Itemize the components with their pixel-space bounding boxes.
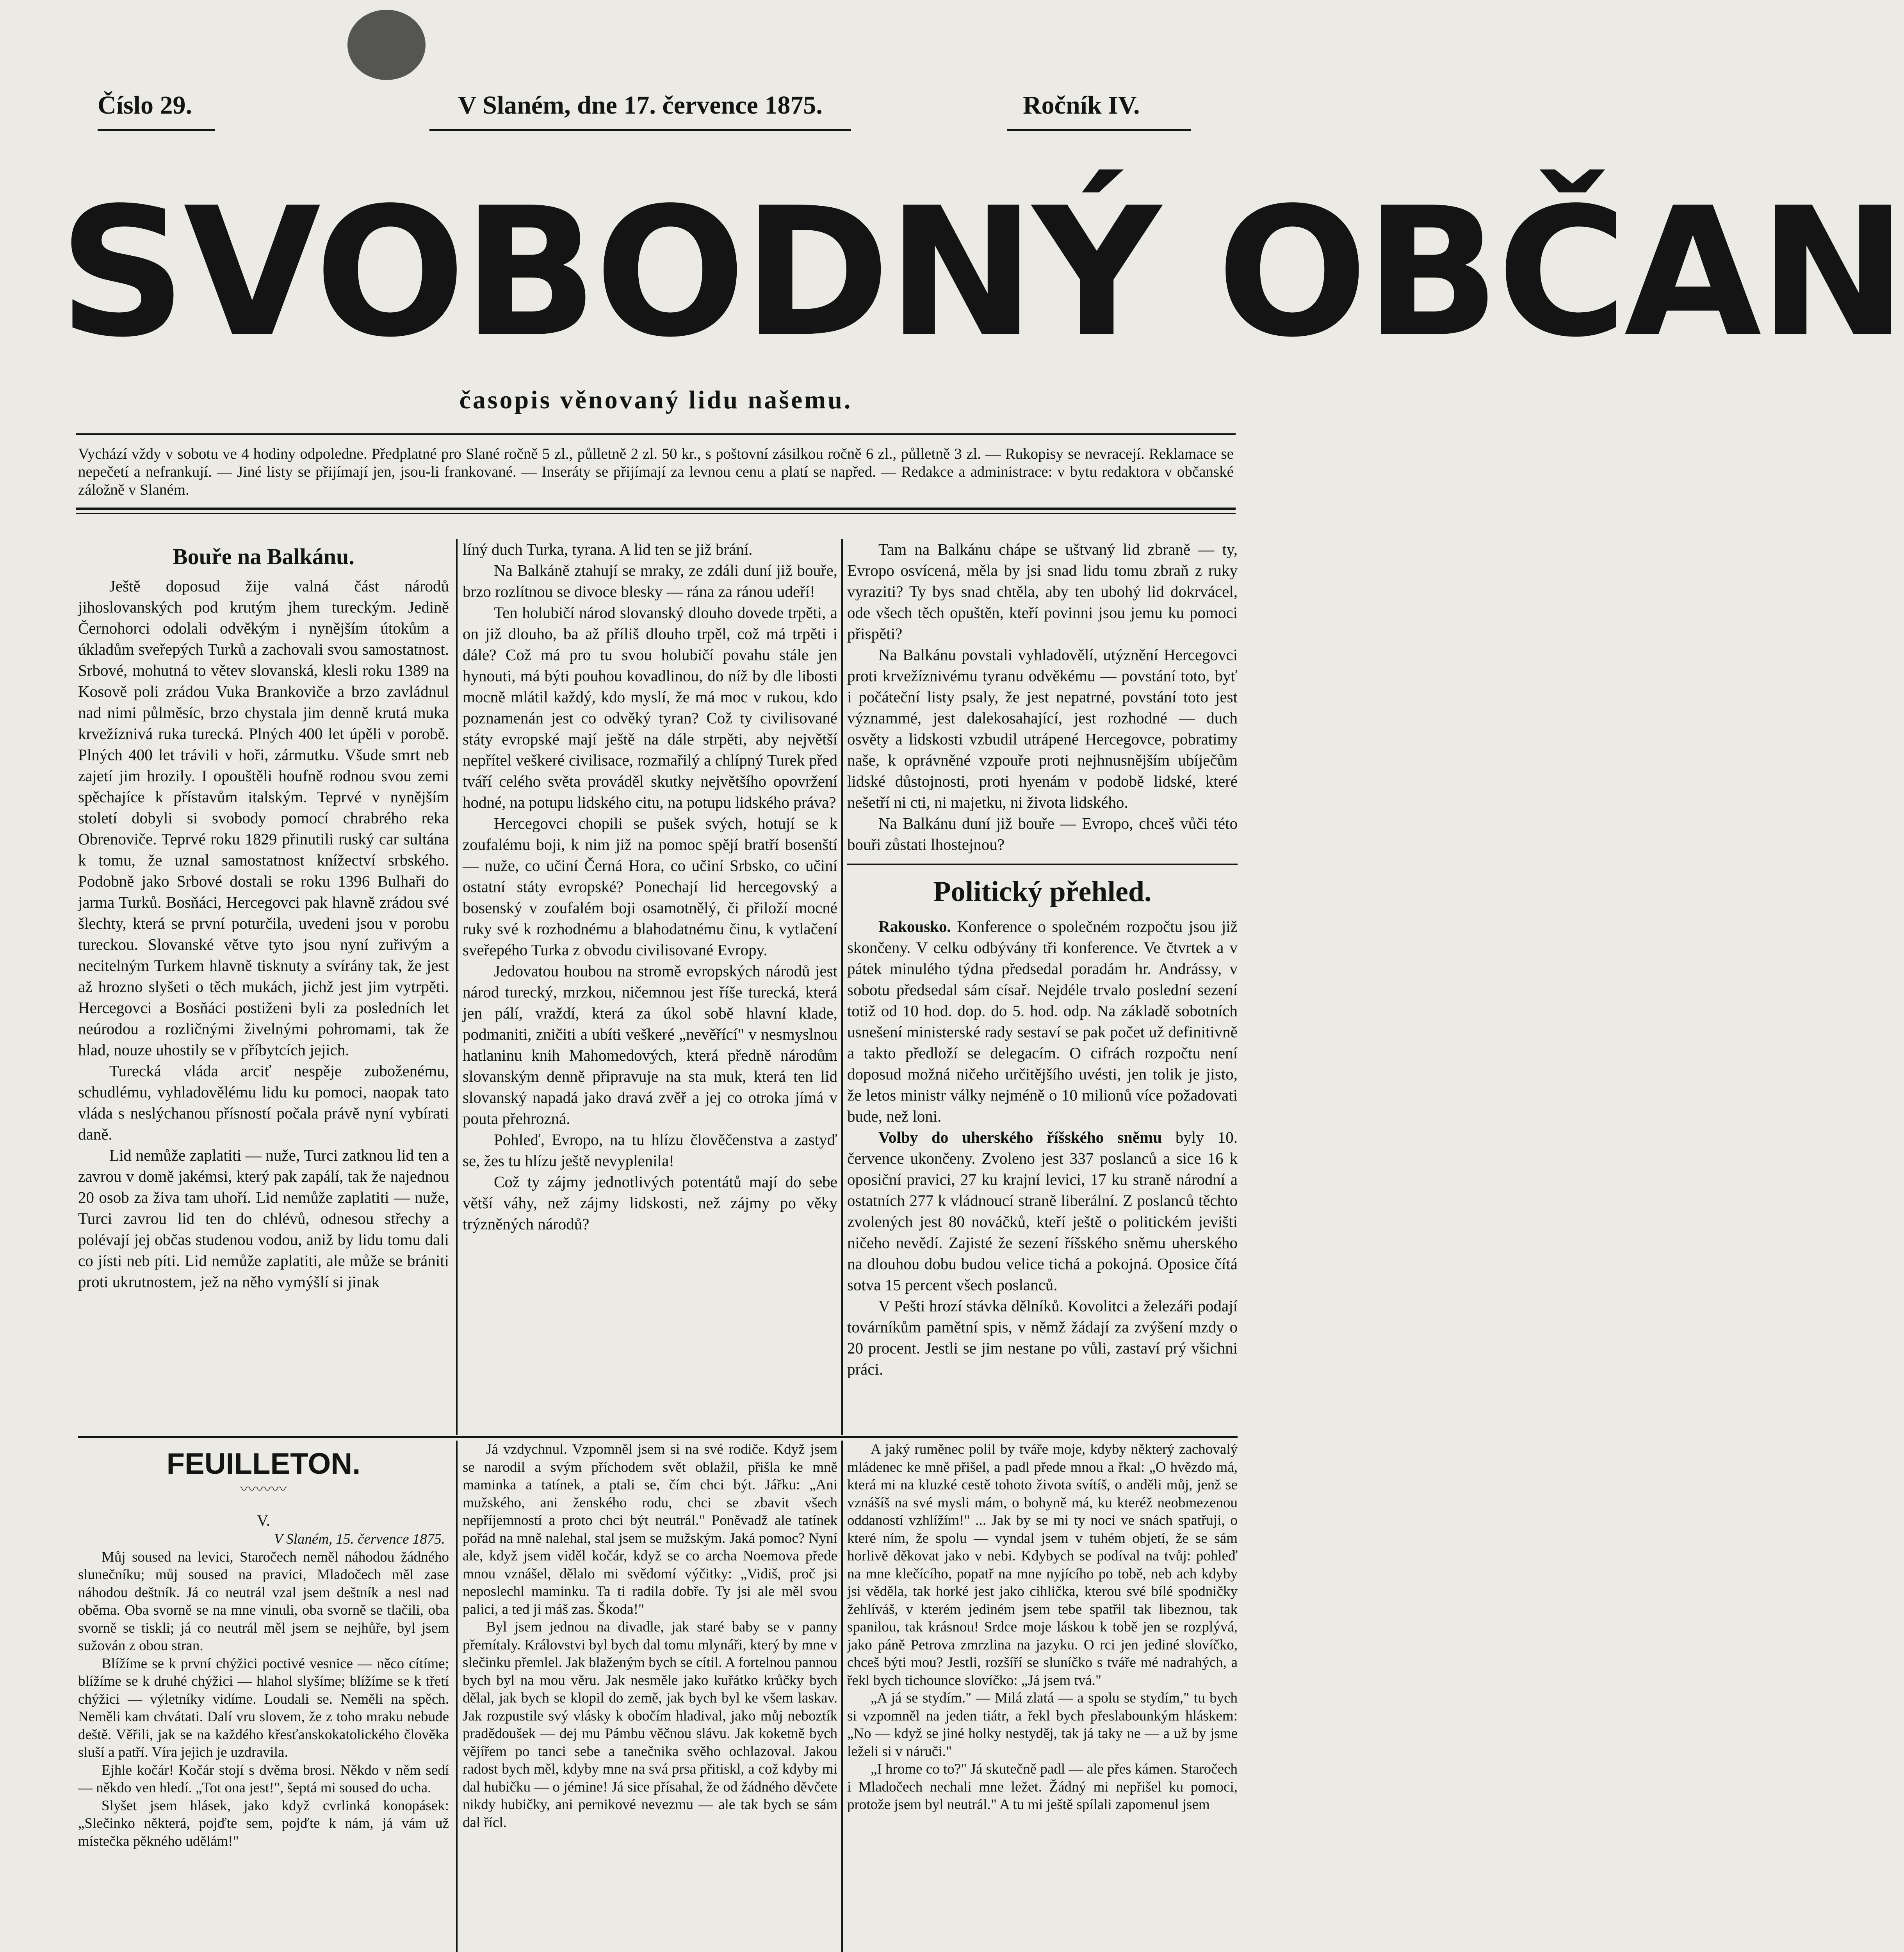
article-paragraph: Pohleď, Evropo, na tu hlízu člověčenstva a zastyď se, žes tu hlízu ještě nevyplenila! (463, 1131, 837, 1170)
article-column-1 (78, 539, 449, 1433)
library-stamp (347, 10, 426, 80)
notice-rule-thin (76, 513, 1236, 514)
issue-date: V Slaném, dne 17. července 1875. (458, 91, 823, 119)
article-paragraph: Tam na Balkánu chápe se uštvaný lid zbraně — ty, Evropo osvícená, měla by jsi snad lidu tomu zbraň z ruky vyraziti? Ty bys snad chtěla, aby ten ubohý lid dokrvácel, ode všech těch opuštěn, kteří povinni jsou jemu ku pomoci přispěti? (847, 540, 1238, 643)
article-paragraph: líný duch Turka, tyrana. A lid ten se již brání. (463, 540, 753, 558)
article-paragraph: Na Balkánu povstali vyhladovělí, utýznění Hercegovci proti krvežíznivému tyranu odvěkému — povstání toto, byť i počáteční listy psaly, že jest nepatrné, povstání toto jest význammé, jest dalekosahající, jest rozhodné — duch osvěty a lidskosti vzbudil utrápené Hercegovce, pobratimy naše, k oprávněné vzpouře proti nejhnusnějším ubíječům lidské důstojnosti, proti hyenám v podobě lidské, které nešetří ni cti, ni majetku, ni života lidského. (847, 646, 1238, 811)
volume-number: Ročník IV. (1023, 91, 1140, 119)
article-column-3 (847, 539, 1238, 1433)
article-title: Bouře na Balkánu. (173, 544, 354, 569)
subscription-notice: Vychází vždy v sobotu ve 4 hodiny odpoledne. Předplatné pro Slané ročně 5 zl., půlletně 2 zl. 50 kr., s poštovní zásilkou ročně 6 zl., půlletně 3 zl. — Rukopisy se nevracejí. Reklamace se nepečetí a nefrankují. — Jiné listy se přijímají jen, jsou-li frankované. — Inseráty se přijímají za levnou cenu a platí se napřed. — Redakce a administrace: v bytu redaktora v občanské záložně v Slaném. (78, 445, 1234, 498)
masthead-rule (76, 433, 1236, 435)
header-underline-left (98, 129, 215, 131)
article-paragraph: Na Balkánu duní již bouře — Evropo, chceš vůči této bouři zůstati lhostejnou? (847, 814, 1238, 853)
article-paragraph: byly 10. července ukončeny. Zvoleno jest 337 poslanců a sice 16 k oposiční pravici, 27 ku krajní levici, 17 ku straně národní a ostatních 277 k vládnoucí straně liberální. Z poslanců těchto zvolených jest 80 nováčků, kteří ještě o politickém jevišti ničeho nevědí. Zajisté že sezení říšského sněmu uherského na dlouhou dobu budou velice tichá a pokojná. Oposice čítá sotva 15 percent všech poslanců. (847, 1128, 1238, 1294)
column-divider (456, 1441, 458, 1952)
feuilleton-paragraph: Blížíme se k první chýžici poctivé vesnice — něco cítíme; blížíme se k druhé chýžici — hlahol slyšíme; blížíme se k třetí chýžici — výletníky vidíme. Loudali se. Neměli na spěch. Neměli kam chvátati. Dalí vru slovem, že z toho mraku nebude deště. Věřili, jak se na každého křesťanskokatolického člověka sluší a patří. Víra jejich je uzdravila. (78, 1655, 449, 1760)
article-paragraph: Konference o společném rozpočtu jsou již skončeny. V celku odbývány tři konference. Ve čtvrtek a v pátek minulého týdna předsedal poradám hr. Andrássy, v sobotu předsedal sám císař. Nejdéle trvalo poslední sezení totiž od 10 hod. dop. do 5. hod. odp. Na základě sobotních usnešení ministerské rady sestaví se pak počet už definitivně a takto předloží se delegacím. O cifrách rozpočtu není doposud možná ničeho určitějšího uvésti, jen tolik je jisto, že letos ministr války nejméně o 10 milionů více požadovati bude, než loni. (847, 917, 1238, 1125)
section-label-volby: Volby do uherského říšského sněmu (878, 1128, 1162, 1146)
feuilleton-part-number: V. (257, 1512, 270, 1529)
feuilleton-paragraph: Můj soused na levici, Staročech neměl náhodou žádného slunečníku; můj soused na pravici, Mladočech měl zase náhodou deštník. Já co neutrál vzal jsem deštník a nesl nad oběma. Oba svorně se na mne vinuli, oba svorně se tlačili, oba svorně se tiskli; já co neutrál měl jsem se nejhůře, byl jsem sužován z obou stran. (78, 1549, 449, 1654)
political-review-title: Politický přehled. (933, 876, 1152, 908)
article-paragraph: Jedovatou houbou na stromě evropských národů jest národ turecký, mrzkou, ničemnou jest říše turecká, která jen pálí, vraždí, která za úkol sobě hlavní klade, podmaniti, zničiti a ubíti veškeré „nevěřící" v nesmyslnou hatlaninu knih Mahomedových, která předně národům slovanským denně připravuje na sta muk, která ten lid slovanský napadá jako dravá zvěř a jej co otroka jímá v pouta přehrozná. (463, 962, 837, 1127)
column-divider (456, 539, 458, 1435)
feuilleton-paragraph: Byl jsem jednou na divadle, jak staré baby se v panny přemítaly. Královstvi byl bych dal tomu mlynáři, který by mne v slečinku přemlel. Jak blaženým bych se cítil. A fortelnou pannou bych byl na mou věru. Jak nesměle jako kuřátko krůčky bych dělal, jak bych se klopil do země, jak bych byl ke všem laskav. Jak rozpustile svý vlásky k obočím hladival, jako můj neboztík pradědoušek — dej mu Pámbu věčnou slávu. Jak koketně bych vějířem po tanci sebe a tanečnika svěho ochlazoval. Jakou radost bych měl, kdyby mne na svá prsa přitiskl, a což kdyby mi dal hubičku — o jémine! Já sice přísahal, že od žádného děvčete nikdy hubičky, ani pernikové nevezmu — ale tak bych se sám dal řícl. (463, 1619, 837, 1831)
feuilleton-paragraph: „A já se stydím." — Milá zlatá — a spolu se stydím," tu bych si vzpomněl na jeden tiátr, a řekl bych přeslabounkým hláskem: „No — když se jiné holky nestyděj, tak já taky ne — a už by jsme leželi si v náruči." (847, 1690, 1238, 1760)
feuilleton-rule (78, 1436, 1238, 1438)
header-underline-center (429, 129, 851, 131)
feuilleton-paragraph: Slyšet jsem hlásek, jako když cvrlinká konopásek: „Slečinko některá, pojďte sem, pojďte k nám, já vám už místečka pěkného udělám!" (78, 1797, 449, 1849)
feuilleton-paragraph: Ejhle kočár! Kočár stojí s dvěma brosi. Někdo v něm sedí — někdo ven hledí. „Tot ona jest!", šeptá mi soused do ucha. (78, 1762, 449, 1796)
newspaper-tagline: časopis věnovaný lidu našemu. (459, 386, 853, 414)
ornament-divider: 〰〰〰 (240, 1480, 287, 1498)
feuilleton-column-3 (847, 1441, 1238, 1952)
article-paragraph: Ještě doposud žije valná část národů jihoslovanských pod krutým jhem tureckým. Jedině Černohorci odolali odvěkým i nynějším útokům a úkladům sveřepých Turků a zachovali svou samostatnost. Srbové, mohutná to větev slovanská, klesli roku 1389 na Kosově poli zrádou Vuka Brankoviče a brzo zavládnul nad nimi půlměsíc, brzo chystala jim denně krutá muka krvežíznivá ruka turecká. Plných 400 let úpěli v porobě. Plných 400 let trávili v hoři, zármutku. Všude smrt neb zajetí jim hrozily. I opouštěli houfně rodnou svou zemi spěchajíce k přístavům italským. Teprvé v nynějším století dobyli si svobody pomocí chrabrého reka Obrenoviče. Teprvé roku 1829 přinutili ruský car sultána k tomu, že uznal samostatnost knížectví srbského. Podobně jako Srbové dostali se roku 1396 Bulhaři do jarma Turků. Bosňáci, Hercegovci pak hlavně zrádou své šlechty, která se první poturčila, uvedeni jsou v porobu tureckou. Slovanské větve tyto jsou nyní zuřivým a necitelným Turkem hlavně tisknuty a svírány tak, že jest až hrozno slyšeti o těch mukách, jichž jest jim vytrpěti. Hercegovci a Bosňáci postiženi byli za posledních let neúrodou a rozličnými živelnými pohromami, tak že hlad, nouze uhostily se v příbytcích jejich. (78, 577, 449, 1059)
article-paragraph: V Pešti hrozí stávka dělníků. Kovolitci a železáři podají továrníkům pamětní spis, v němž žádají za zvýšení mzdy o 20 procent. Jestli se jim nestane po vůli, zastaví prý všichni práci. (847, 1297, 1238, 1378)
feuilleton-paragraph: A jaký ruměnec polil by tváře moje, kdyby některý zachovalý mládenec ke mně přišel, a padl přede mnou a řkal: „O hvězdo má, která mi na kluzké cestě tohoto života svítíš, o anděli můj, jenž se vznášíš na své mysli mám, o bohyně má, ku kteréž neobmezenou oddaností vzhlížím!" ... Jak by se mi ty noci ve snách spatřuji, o které ním, že spolu — vyndal jsem v tuhém objetí, že se sám horlivě děkovat jako v nebi. Kdybych se podíval na tvůj: pohleď na mne klečícího, popatř na mne nyjícího po tobě, neb ach kdyby jsi věděla, tak horké jest jako cihlička, kterou své bílé spodničky žehlíváš, v kterém jediném jsem tebe spatřil tak libeznou, tak spanilou, tak krásnou! Srdce moje láskou k tobě jen se rozplývá, jako páně Petrova zmrzlina na jazyku. O rci jen jediné slovíčko, chceš býti mou? Jestli, rozšíří se sluníčko s tváře mé nadrahých, a řekl bych tichounce slovíčko: „Já jsem tvá." (847, 1441, 1238, 1688)
feuilleton-dateline: V Slaném, 15. července 1875. (274, 1531, 445, 1547)
article-paragraph: Turecká vláda arciť nespěje zuboženému, schudlému, vyhladovělému lidu ku pomoci, naopak tato vláda s neslýchanou přísností počala právě nyní vybírati daně. (78, 1062, 449, 1143)
article-column-2 (463, 539, 837, 1433)
feuilleton-paragraph: „I hrome co to?" Já skutečně padl — ale přes kámen. Staročech i Mladočech nechali mne ležet. Žádný mi nepřišel ku pomoci, protože jsem byl neutrál." A tu mi ještě spílali zapomenul jsem (847, 1761, 1238, 1813)
column-divider (841, 539, 843, 1435)
notice-rule-thick (76, 508, 1236, 510)
header-underline-right (1007, 129, 1191, 131)
feuilleton-column-2 (463, 1441, 837, 1952)
article-paragraph: Na Balkáně ztahují se mraky, ze zdáli duní již bouře, brzo rozlítnou se divoce blesky — rána za ránou udeří! (463, 561, 837, 600)
section-label-rakousko: Rakousko. (878, 917, 951, 935)
article-paragraph: Ten holubičí národ slovanský dlouho dovede trpěti, a on již dlouho, ba až příliš dlouho trpěl, což má trpěti i dále? Což má pro tu svou holubičí povahu stále jen hynouti, má býti pouhou kovadlinou, do níž by dle libosti mocně mlátil každý, kdo myslí, že má moc v rukou, kdo poznamenán jest co odvěký tyran? Což ty civilisované státy evropské mají ještě na dále strpěti, aby největší nepřítel veškeré civilisace, rozmařilý a chlípný Turek před tváří celého světa prováděl skutky největšího opovržení hodné, na potupu lidského citu, na potupu lidského práva? (463, 604, 837, 811)
issue-number: Číslo 29. (98, 91, 192, 119)
feuilleton-column-1 (78, 1441, 449, 1952)
section-rule (847, 864, 1238, 865)
article-paragraph: Lid nemůže zaplatiti — nuže, Turci zatknou lid ten a zavrou v domě jakémsi, který pak zapálí, tak že najednou 20 osob za živa tam uhoří. Lid nemůže zaplatiti — nuže, Turci zavrou lid ten do chlévů, odnesou střechy a polévají jej občas studenou vodou, aniž by lidu tomu dali co jísti neb píti. Lid nemůže zaplatiti, ale může se brániti proti ukrutnostem, jež na něho vymýšlí si jinak (78, 1146, 449, 1291)
column-divider (841, 1441, 843, 1952)
feuilleton-paragraph: Já vzdychnul. Vzpomněl jsem si na své rodiče. Když jsem se narodil a svým příchodem svět oblažil, přišla ke mně maminka a tatínek, a ptali se, čím chci být. Jářku: „Ani mužského, ani ženského rodu, chci se zbavit všech nepříjemností a proto chci být neutrál." Poněvadž ale tatínek pořád na mně nalehal, stal jsem se mužským. Jaká pomoc? Nyní ale, když jsem viděl kočár, když se co archa Noemova přede mnou vznášel, dělalo mi svědomí výčitky: „Vidiš, proč jsi neposlechl maminku. Ta ti radila dobře. Ty jsi ale měl svou palici, a ted ji máš zas. Škoda!" (463, 1441, 837, 1617)
article-paragraph: Hercegovci chopili se pušek svých, hotují se k zoufalému boji, k nim již na pomoc spějí bratří bosenští — nuže, co učiní Černá Hora, co učiní Srbsko, co učiní ostatní státy evropské? Ponechají lid hercegovský a bosenský v zoufalém boji osamotnělý, či přiloží mocné ruky své k rozhodnému a blahodatnému činu, k vytlačení sveřepého Turka z obvodu civilisované Evropy. (463, 814, 837, 959)
feuilleton-title: FEUILLETON. (166, 1447, 361, 1480)
newspaper-title: SVOBODNÝ OBČAN (59, 170, 1904, 376)
article-paragraph: Což ty zájmy jednotlivých potentátů mají do sebe větší váhy, než zájmy lidskosti, než zájmy po věky trýzněných národů? (463, 1173, 837, 1233)
